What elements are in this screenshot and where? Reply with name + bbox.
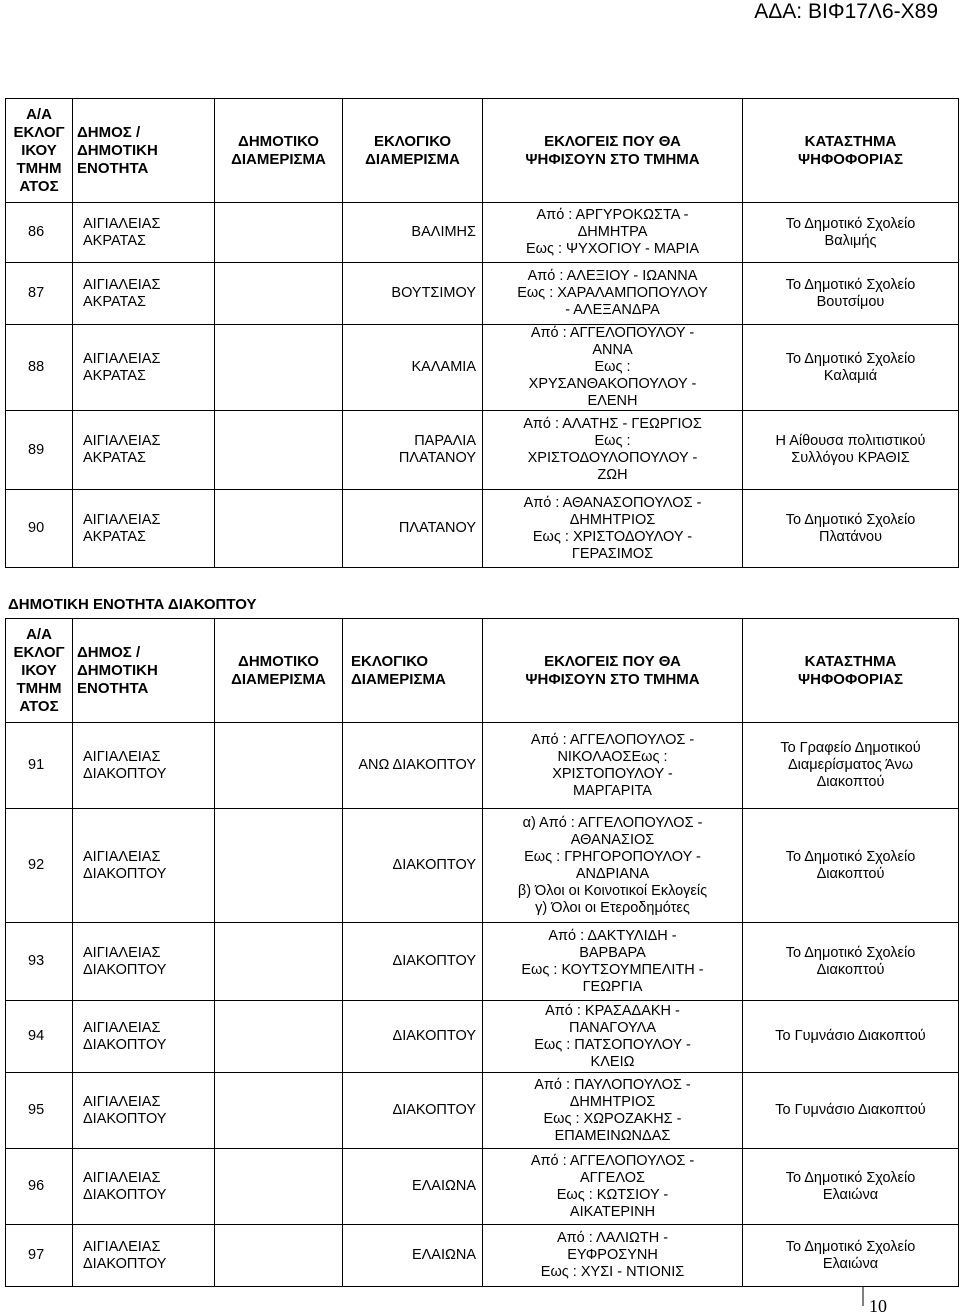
page-number: 10 (869, 1296, 887, 1316)
dimotiko-cell (215, 203, 343, 263)
table-row (6, 1001, 959, 1073)
dimos-cell: ΑΙΓΙΑΛΕΙΑΣ ΔΙΑΚΟΠΤΟΥ (73, 1149, 215, 1225)
katastima-cell: Το Δημοτικό Σχολείο Διακοπτού (743, 923, 959, 1001)
eklogiko-cell: ΔΙΑΚΟΠΤΟΥ (343, 1073, 483, 1149)
katastima-cell: Το Δημοτικό Σχολείο Βαλιμής (743, 203, 959, 263)
katastima-cell: Το Δημοτικό Σχολείο Καλαμιά (743, 325, 959, 411)
eklogiko-cell: ΒΟΥΤΣΙΜΟΥ (343, 263, 483, 325)
dimos-cell: ΑΙΓΙΑΛΕΙΑΣ ΑΚΡΑΤΑΣ (73, 411, 215, 490)
table-row (6, 1225, 959, 1287)
eklogiko-cell: ΔΙΑΚΟΠΤΟΥ (343, 809, 483, 923)
dimotiko-cell (215, 1073, 343, 1149)
eklogiko-cell: ΚΑΛΑΜΙΑ (343, 325, 483, 411)
row-number: 89 (6, 411, 73, 490)
dimos-cell: ΑΙΓΙΑΛΕΙΑΣ ΔΙΑΚΟΠΤΟΥ (73, 1001, 215, 1073)
katastima-cell: Το Δημοτικό Σχολείο Ελαιώνα (743, 1149, 959, 1225)
header-dimos: ΔΗΜΟΣ / ΔΗΜΟΤΙΚΗ ΕΝΟΤΗΤΑ (73, 619, 215, 723)
katastima-cell: Η Αίθουσα πολιτιστικού Συλλόγου ΚΡΑΘΙΣ (743, 411, 959, 490)
katastima-cell: Το Γραφείο Δημοτικού Διαμερίσματος Άνω Διακοπτού (743, 723, 959, 809)
dimos-cell: ΑΙΓΙΑΛΕΙΑΣ ΔΙΑΚΟΠΤΟΥ (73, 923, 215, 1001)
katastima-cell: Το Δημοτικό Σχολείο Ελαιώνα (743, 1225, 959, 1287)
row-number: 95 (6, 1073, 73, 1149)
ekloges-cell: α) Από : ΑΓΓΕΛΟΠΟΥΛΟΣ - ΑΘΑΝΑΣΙΟΣ Εως : ΓΡΗΓΟΡΟΠΟΥΛΟΥ - ΑΝΔΡΙΑΝΑ β) Όλοι οι Κοινοτικοί Εκλογείς γ) Όλοι οι Ετεροδημότες (483, 809, 743, 923)
row-number: 88 (6, 325, 73, 411)
row-number: 94 (6, 1001, 73, 1073)
dimos-cell: ΑΙΓΙΑΛΕΙΑΣ ΑΚΡΑΤΑΣ (73, 263, 215, 325)
ekloges-cell: Από : ΔΑΚΤΥΛΙΔΗ - ΒΑΡΒΑΡΑ Εως : ΚΟΥΤΣΟΥΜΠΕΛΙΤΗ - ΓΕΩΡΓΙΑ (483, 923, 743, 1001)
dimotiko-cell (215, 325, 343, 411)
eklogiko-cell: ΑΝΩ ΔΙΑΚΟΠΤΟΥ (343, 723, 483, 809)
katastima-cell: Το Δημοτικό Σχολείο Πλατάνου (743, 490, 959, 568)
ekloges-cell: Από : ΑΛΑΤΗΣ - ΓΕΩΡΓΙΟΣ Εως : ΧΡΙΣΤΟΔΟΥΛΟΠΟΥΛΟΥ - ΖΩΗ (483, 411, 743, 490)
header-dimotiko: ΔΗΜΟΤΙΚΟ ΔΙΑΜΕΡΙΣΜΑ (215, 99, 343, 203)
eklogiko-cell: ΠΛΑΤΑΝΟΥ (343, 490, 483, 568)
row-number: 91 (6, 723, 73, 809)
dimos-cell: ΑΙΓΙΑΛΕΙΑΣ ΔΙΑΚΟΠΤΟΥ (73, 809, 215, 923)
katastima-cell: Το Γυμνάσιο Διακοπτού (743, 1073, 959, 1149)
dimos-cell: ΑΙΓΙΑΛΕΙΑΣ ΔΙΑΚΟΠΤΟΥ (73, 1073, 215, 1149)
row-number: 90 (6, 490, 73, 568)
eklogiko-cell: ΠΑΡΑΛΙΑ ΠΛΑΤΑΝΟΥ (343, 411, 483, 490)
header-katastima: ΚΑΤΑΣΤΗΜΑ ΨΗΦΟΦΟΡΙΑΣ (743, 99, 959, 203)
header-dimos: ΔΗΜΟΣ / ΔΗΜΟΤΙΚΗ ΕΝΟΤΗΤΑ (73, 99, 215, 203)
dimos-cell: ΑΙΓΙΑΛΕΙΑΣ ΔΙΑΚΟΠΤΟΥ (73, 1225, 215, 1287)
header-eklogiko: ΕΚΛΟΓΙΚΟ ΔΙΑΜΕΡΙΣΜΑ (343, 99, 483, 203)
ekloges-cell: Από : ΑΓΓΕΛΟΠΟΥΛΟΥ - ΑΝΝΑ Εως : ΧΡΥΣΑΝΘΑΚΟΠΟΥΛΟΥ - ΕΛΕΝΗ (483, 325, 743, 411)
header-katastima: ΚΑΤΑΣΤΗΜΑ ΨΗΦΟΦΟΡΙΑΣ (743, 619, 959, 723)
table-polling-stations-diakopto (5, 618, 959, 1287)
dimos-cell: ΑΙΓΙΑΛΕΙΑΣ ΑΚΡΑΤΑΣ (73, 203, 215, 263)
header-aa: Α/Α ΕΚΛΟΓ ΙΚΟΥ ΤΜΗΜ ΑΤΟΣ (6, 619, 73, 723)
table-row (6, 263, 959, 325)
table-row (6, 723, 959, 809)
dimotiko-cell (215, 723, 343, 809)
table-polling-stations-akrata (5, 98, 959, 568)
header-eklogiko: ΕΚΛΟΓΙΚΟ ΔΙΑΜΕΡΙΣΜΑ (343, 619, 483, 723)
table-row (6, 1073, 959, 1149)
dimos-cell: ΑΙΓΙΑΛΕΙΑΣ ΑΚΡΑΤΑΣ (73, 325, 215, 411)
katastima-cell: Το Δημοτικό Σχολείο Διακοπτού (743, 809, 959, 923)
ekloges-cell: Από : ΠΑΥΛΟΠΟΥΛΟΣ - ΔΗΜΗΤΡΙΟΣ Εως : ΧΩΡΟΖΑΚΗΣ - ΕΠΑΜΕΙΝΩΝΔΑΣ (483, 1073, 743, 1149)
ekloges-cell: Από : ΑΓΓΕΛΟΠΟΥΛΟΣ - ΑΓΓΕΛΟΣ Εως : ΚΩΤΣΙΟΥ - ΑΙΚΑΤΕΡΙΝΗ (483, 1149, 743, 1225)
document-code: ΑΔΑ: ΒΙΦ17Λ6-Χ89 (754, 0, 938, 23)
table-header-row (6, 99, 959, 203)
header-aa: Α/Α ΕΚΛΟΓ ΙΚΟΥ ΤΜΗΜ ΑΤΟΣ (6, 99, 73, 203)
table-row (6, 325, 959, 411)
dimos-cell: ΑΙΓΙΑΛΕΙΑΣ ΑΚΡΑΤΑΣ (73, 490, 215, 568)
header-dimotiko: ΔΗΜΟΤΙΚΟ ΔΙΑΜΕΡΙΣΜΑ (215, 619, 343, 723)
eklogiko-cell: ΕΛΑΙΩΝΑ (343, 1149, 483, 1225)
row-number: 97 (6, 1225, 73, 1287)
row-number: 96 (6, 1149, 73, 1225)
table-row (6, 411, 959, 490)
ekloges-cell: Από : ΚΡΑΣΑΔΑΚΗ - ΠΑΝΑΓΟΥΛΑ Εως : ΠΑΤΣΟΠΟΥΛΟΥ - ΚΛΕΙΩ (483, 1001, 743, 1073)
table-row (6, 1149, 959, 1225)
dimotiko-cell (215, 490, 343, 568)
ekloges-cell: Από : ΛΑΛΙΩΤΗ - ΕΥΦΡΟΣΥΝΗ Εως : ΧΥΣΙ - ΝΤΙΟΝΙΣ (483, 1225, 743, 1287)
table-row (6, 923, 959, 1001)
katastima-cell: Το Δημοτικό Σχολείο Βουτσίμου (743, 263, 959, 325)
katastima-cell: Το Γυμνάσιο Διακοπτού (743, 1001, 959, 1073)
table-row (6, 809, 959, 923)
eklogiko-cell: ΔΙΑΚΟΠΤΟΥ (343, 1001, 483, 1073)
dimotiko-cell (215, 1001, 343, 1073)
dimotiko-cell (215, 1225, 343, 1287)
table-header-row (6, 619, 959, 723)
ekloges-cell: Από : ΑΛΕΞΙΟΥ - ΙΩΑΝΝΑ Εως : ΧΑΡΑΛΑΜΠΟΠΟΥΛΟΥ - ΑΛΕΞΑΝΔΡΑ (483, 263, 743, 325)
dimotiko-cell (215, 263, 343, 325)
dimotiko-cell (215, 809, 343, 923)
row-number: 87 (6, 263, 73, 325)
page-number-rule (862, 1286, 864, 1306)
table-row (6, 203, 959, 263)
ekloges-cell: Από : ΑΡΓΥΡΟΚΩΣΤΑ - ΔΗΜΗΤΡΑ Εως : ΨΥΧΟΓΙΟΥ - ΜΑΡΙΑ (483, 203, 743, 263)
eklogiko-cell: ΕΛΑΙΩΝΑ (343, 1225, 483, 1287)
table-row (6, 490, 959, 568)
ekloges-cell: Από : ΑΓΓΕΛΟΠΟΥΛΟΣ - ΝΙΚΟΛΑΟΣΕως : ΧΡΙΣΤΟΠΟΥΛΟΥ - ΜΑΡΓΑΡΙΤΑ (483, 723, 743, 809)
row-number: 86 (6, 203, 73, 263)
dimotiko-cell (215, 1149, 343, 1225)
eklogiko-cell: ΔΙΑΚΟΠΤΟΥ (343, 923, 483, 1001)
dimotiko-cell (215, 411, 343, 490)
header-ekloges: ΕΚΛΟΓΕΙΣ ΠΟΥ ΘΑ ΨΗΦΙΣΟΥΝ ΣΤΟ ΤΜΗΜΑ (483, 99, 743, 203)
row-number: 93 (6, 923, 73, 1001)
dimotiko-cell (215, 923, 343, 1001)
ekloges-cell: Από : ΑΘΑΝΑΣΟΠΟΥΛΟΣ - ΔΗΜΗΤΡΙΟΣ Εως : ΧΡΙΣΤΟΔΟΥΛΟΥ - ΓΕΡΑΣΙΜΟΣ (483, 490, 743, 568)
dimos-cell: ΑΙΓΙΑΛΕΙΑΣ ΔΙΑΚΟΠΤΟΥ (73, 723, 215, 809)
row-number: 92 (6, 809, 73, 923)
eklogiko-cell: ΒΑΛΙΜΗΣ (343, 203, 483, 263)
section-title: ΔΗΜΟΤΙΚΗ ΕΝΟΤΗΤΑ ΔΙΑΚΟΠΤΟΥ (8, 596, 257, 613)
header-ekloges: ΕΚΛΟΓΕΙΣ ΠΟΥ ΘΑ ΨΗΦΙΣΟΥΝ ΣΤΟ ΤΜΗΜΑ (483, 619, 743, 723)
